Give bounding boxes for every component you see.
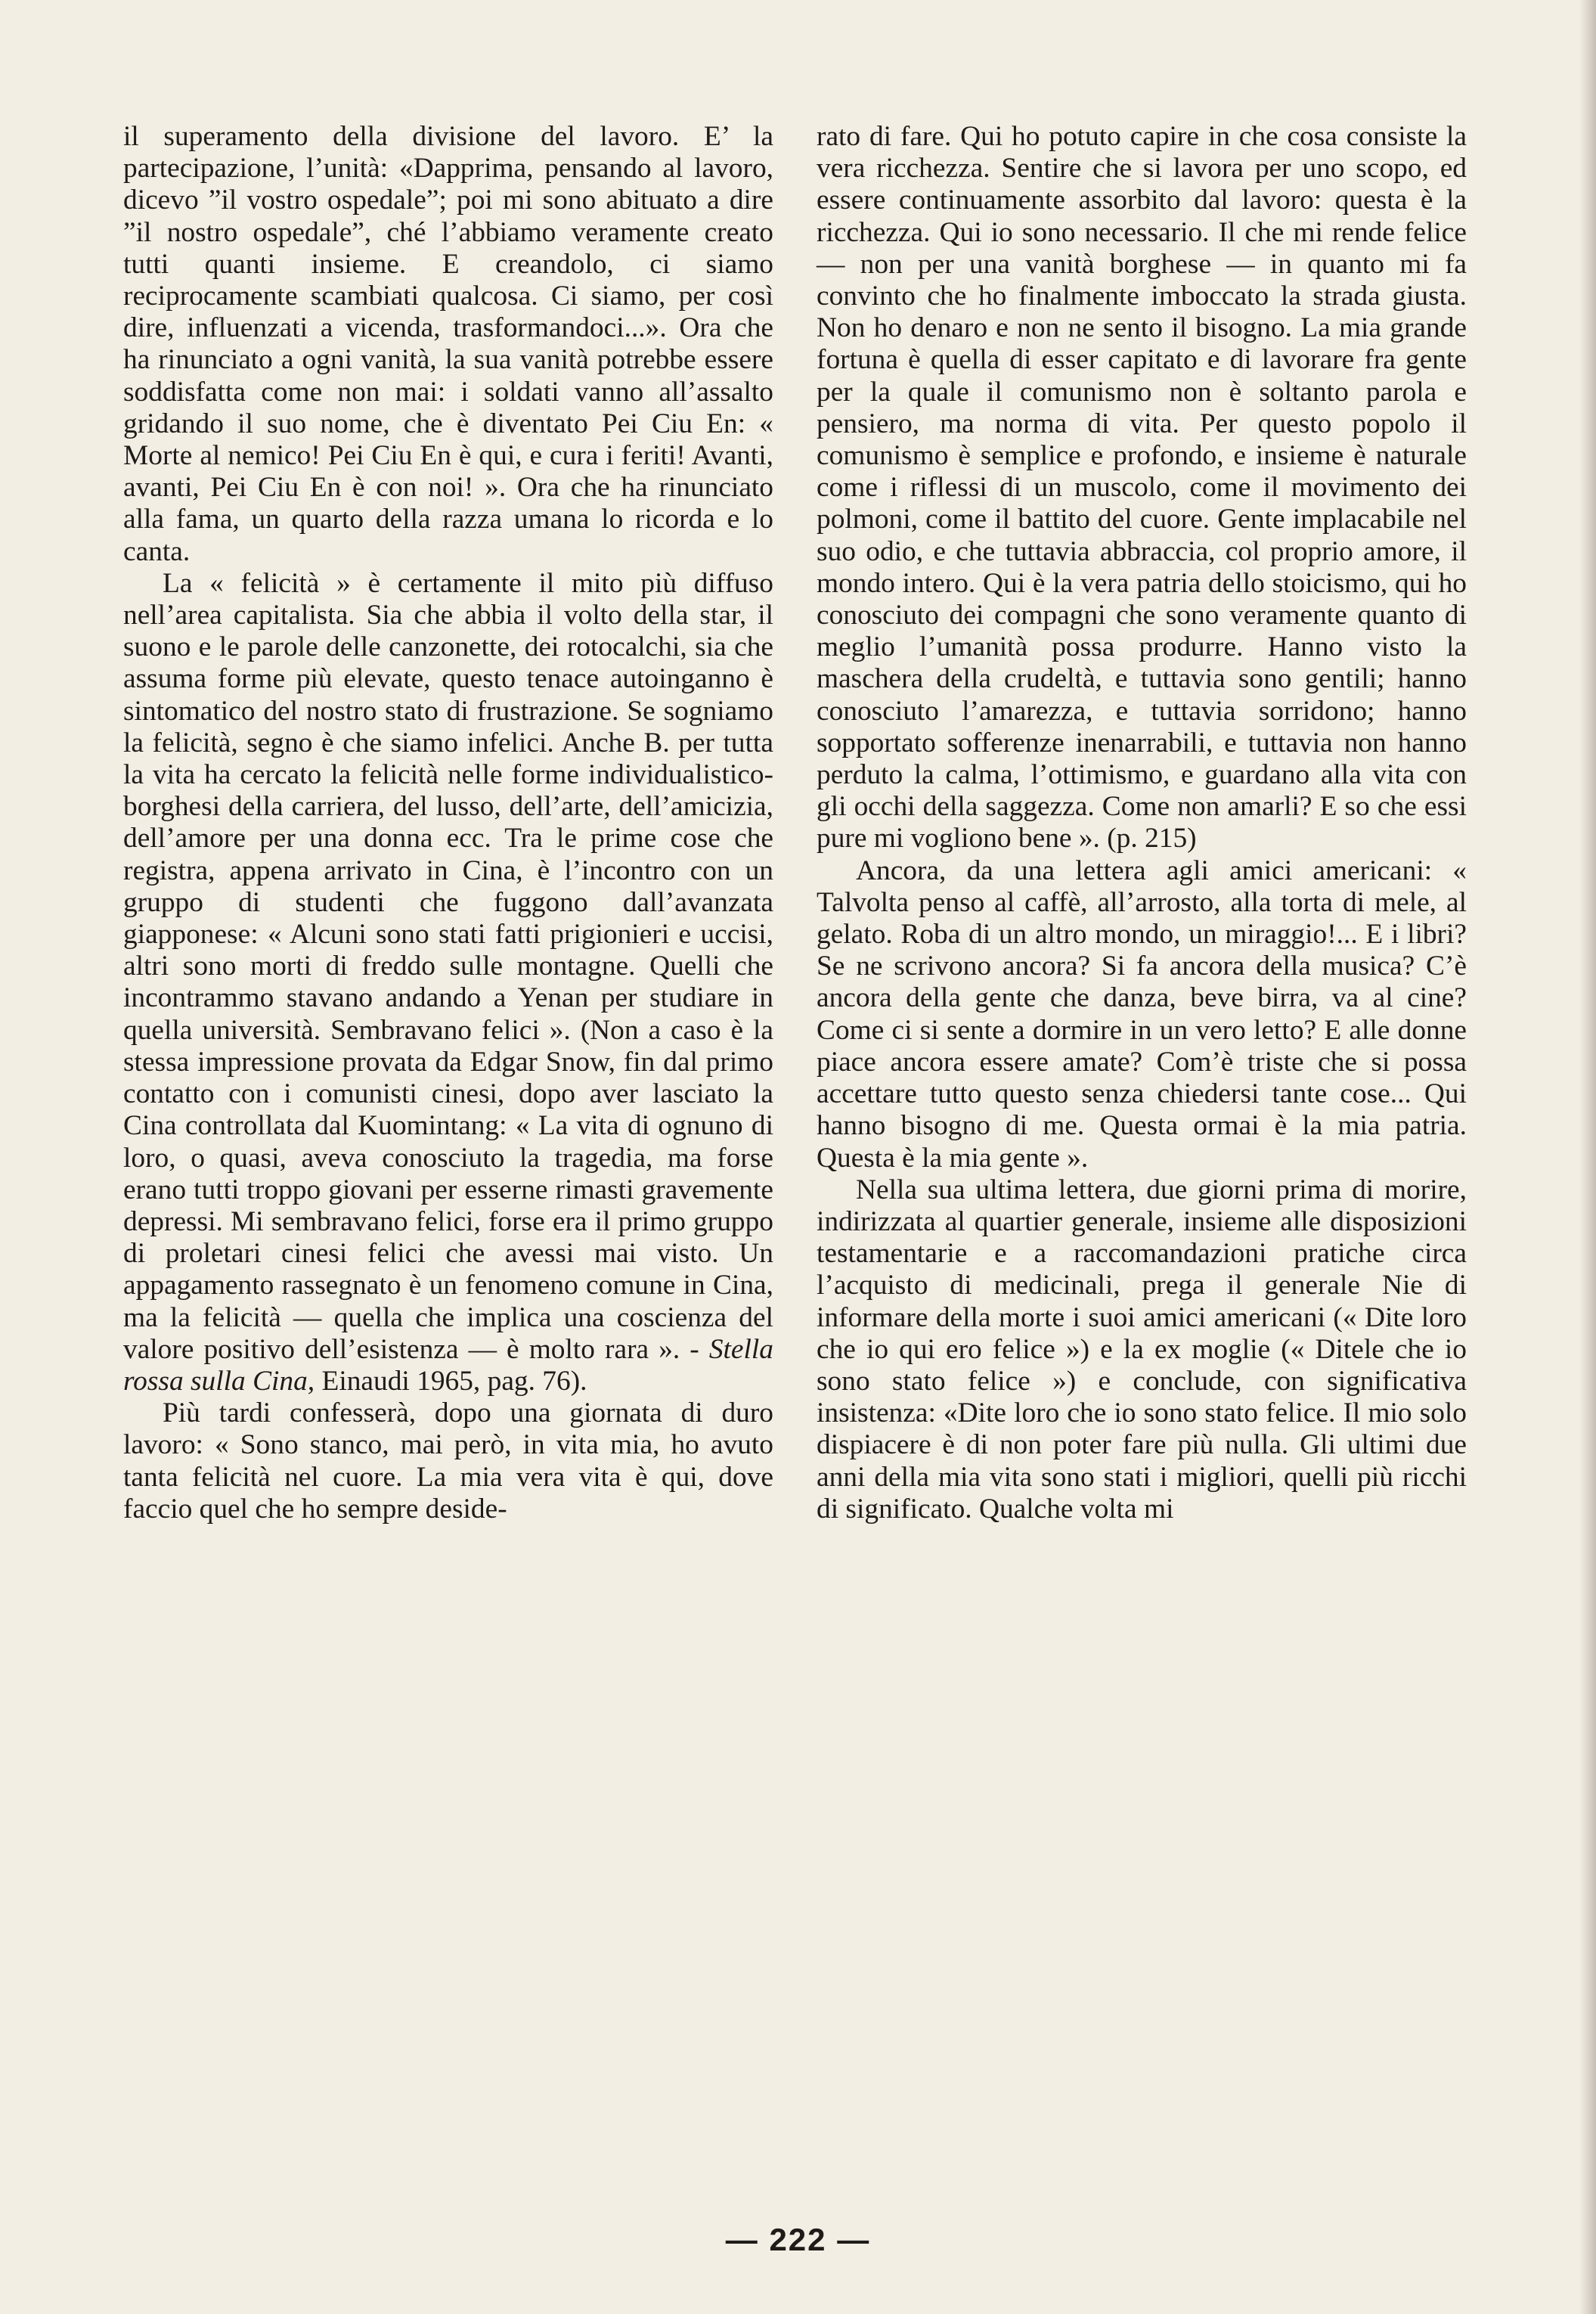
- book-citation-title: Stella rossa sulla Cina,: [123, 1333, 773, 1397]
- paragraph: Ancora, da una lettera agli amici americani: « Talvolta penso al caffè, all’arrosto, alla torta di mele, al gelato. Roba di un altro mondo, un miraggio!... E i libri? Se ne scrivono ancora? Si fa ancora della musica? C’è ancora della gente che danza, beve birra, va al cine? Come ci si sente a dormire in un vero letto? E alle donne piace ancora essere amate? Com’è triste che si possa accettare tutto questo senza chiedersi tante cose... Qui hanno bisogno di me. Questa ormai è la mia patria. Questa è la mia gente ».: [817, 855, 1467, 1174]
- page-number: — 222 —: [725, 2222, 871, 2257]
- paragraph: Più tardi confesserà, dopo una giornata di duro lavoro: « Sono stanco, mai però, in vita mia, ho avuto tanta felicità nel cuore. La mia vera vita è qui, dove faccio quel che ho sempre deside-: [123, 1397, 773, 1525]
- book-citation-details: Einaudi 1965, pag. 76).: [321, 1365, 587, 1397]
- right-column: [817, 121, 1467, 1525]
- paragraph: [123, 568, 773, 1397]
- paragraph: Nella sua ultima lettera, due giorni prima di morire, indirizzata al quartier generale, insieme alle disposizioni testamentarie e a raccomandazioni pratiche circa l’acquisto di medicinali, prega il generale Nie di informare della morte i suoi amici americani (« Dite loro che io qui ero felice ») e la ex moglie (« Ditele che io sono stato felice ») e conclude, con significativa insistenza: «Dite loro che io sono stato felice. Il mio solo dispiacere è di non poter fare più nulla. Gli ultimi due anni della mia vita sono stati i migliori, quelli più ricchi di significato. Qualche volta mi: [817, 1174, 1467, 1525]
- left-column: [123, 121, 773, 1525]
- paragraph: rato di fare. Qui ho potuto capire in che cosa consiste la vera ricchezza. Sentire che si lavora per uno scopo, ed essere continuamente assorbito dal lavoro: questa è la ricchezza. Qui io sono necessario. Il che mi rende felice — non per una vanità borghese — in quanto mi fa convinto che ho finalmente imboccato la strada giusta. Non ho denaro e non ne sento il bisogno. La mia grande fortuna è quella di esser capitato e di lavorare fra gente per la quale il comunismo non è soltanto parola e pensiero, ma norma di vita. Per questo popolo il comunismo è semplice e profondo, e insieme è naturale come i riflessi di un muscolo, come il movimento dei polmoni, come il battito del cuore. Gente implacabile nel suo odio, e che tuttavia abbraccia, col proprio amore, il mondo intero. Qui è la vera patria dello stoicismo, qui ho conosciuto dei compagni che sono veramente quanto di meglio l’umanità possa produrre. Hanno visto la maschera della crudeltà, e tuttavia sono gentili; hanno conosciuto l’amarezza, e tuttavia sorridono; hanno sopportato sofferenze inenarrabili, e tuttavia non hanno perduto la calma, l’ottimismo, e guardano alla vita con gli occhi della saggezza. Come non amarli? E so che essi pure mi vogliono bene ». (p. 215): [817, 121, 1467, 855]
- paragraph: il superamento della divisione del lavoro. E’ la partecipazione, l’unità: «Dapprima, pensando al lavoro, dicevo ”il vostro ospedale”; poi mi sono abituato a dire ”il nostro ospedale”, ché l’abbiamo veramente creato tutti quanti insieme. E creandolo, ci siamo reciprocamente scambiati qualcosa. Ci siamo, per così dire, influenzati a vicenda, trasformandoci...». Ora che ha rinunciato a ogni vanità, la sua vanità potrebbe essere soddisfatta come non mai: i soldati vanno all’assalto gridando il suo nome, che è diventato Pei Ciu En: « Morte al nemico! Pei Ciu En è qui, e cura i feriti! Avanti, avanti, Pei Ciu En è con noi! ». Ora che ha rinunciato alla fama, un quarto della razza umana lo ricorda e lo canta.: [123, 121, 773, 567]
- paragraph-text: La « felicità » è certamente il mito più diffuso nell’area capitalista. Sia che abbia il volto della star, il suono e le parole delle canzonette, dei rotocalchi, sia che assuma forme più elevate, questo tenace autoinganno è sintomatico del nostro stato di frustrazione. Se sogniamo la felicità, segno è che siamo infelici. Anche B. per tutta la vita ha cercato la felicità nelle forme individualistico-borghesi della carriera, del lusso, dell’arte, dell’amicizia, dell’amore per una donna ecc. Tra le prime cose che registra, appena arrivato in Cina, è l’incontro con un gruppo di studenti che fuggono dall’avanzata giapponese: « Alcuni sono stati fatti prigionieri e uccisi, altri sono morti di freddo sulle montagne. Quelli che incontrammo stavano andando a Yenan per studiare in quella università. Sembravano felici ». (Non a caso è la stessa impressione provata da Edgar Snow, fin dal primo contatto con i comunisti cinesi, dopo aver lasciato la Cina controllata dal Kuomintang: « La vita di ognuno di loro, o quasi, aveva conosciuto la tragedia, ma forse erano tutti troppo giovani per esserne rimasti gravemente depressi. Mi sembravano felici, forse era il primo gruppo di proletari cinesi felici che avessi mai visto. Un appagamento rassegnato è un fenomeno comune in Cina, ma la felicità — quella che implica una coscienza del valore positivo dell’esistenza — è molto rara ». -: [123, 567, 773, 1365]
